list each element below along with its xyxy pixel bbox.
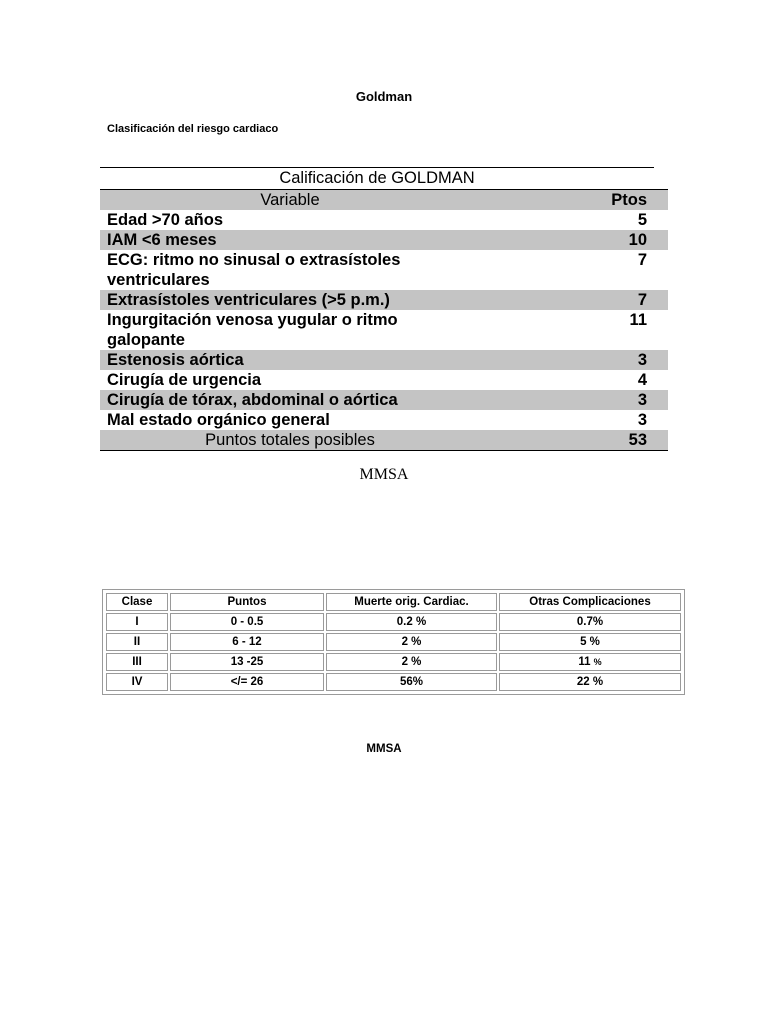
goldman-header-points: Ptos: [611, 191, 647, 209]
goldman-row-points: 3: [637, 411, 647, 429]
table-row: [106, 633, 681, 651]
goldman-total-points: 53: [628, 431, 647, 449]
clase-table-frame: [102, 589, 685, 695]
clase-cell: I: [106, 613, 168, 631]
clase-header-row: [106, 593, 681, 611]
puntos-cell: 6 - 12: [170, 633, 324, 651]
muerte-cell: 0.2 %: [326, 613, 497, 631]
table-row: [106, 673, 681, 691]
goldman-row-variable: Cirugía de urgencia: [107, 371, 262, 389]
goldman-table: [100, 167, 668, 451]
goldman-row: [100, 310, 668, 350]
clase-table: [104, 591, 683, 693]
goldman-row: [100, 210, 668, 230]
goldman-row-points: 11: [629, 311, 647, 329]
otras-unit: %: [593, 657, 602, 667]
goldman-row-variable: Extrasístoles ventriculares (>5 p.m.): [107, 291, 390, 309]
goldman-row: [100, 370, 668, 390]
table-row: [106, 613, 681, 631]
mmsa-caption-bold: MMSA: [366, 743, 402, 755]
goldman-row-points: 3: [637, 391, 647, 409]
goldman-row-variable: Mal estado orgánico general: [107, 411, 330, 429]
clase-header-cell: Puntos: [170, 593, 324, 611]
goldman-row-points: 4: [637, 371, 647, 389]
goldman-row-variable: Edad >70 años: [107, 211, 224, 229]
goldman-row-points: 5: [637, 211, 647, 229]
clase-cell: II: [106, 633, 168, 651]
goldman-row-points: 7: [637, 291, 647, 309]
goldman-total-label: Puntos totales posibles: [205, 431, 375, 449]
puntos-cell: 13 -25: [170, 653, 324, 671]
goldman-table-caption: Calificación de GOLDMAN: [100, 167, 654, 189]
document-subtitle: Clasificación del riesgo cardiaco: [107, 123, 279, 135]
goldman-row: [100, 290, 668, 310]
goldman-total-row: [100, 430, 668, 451]
puntos-cell: 0 - 0.5: [170, 613, 324, 631]
otras-value: 0.7%: [576, 616, 604, 628]
muerte-cell: 2 %: [326, 633, 497, 651]
otras-value: 11: [578, 656, 594, 668]
muerte-cell: 56%: [326, 673, 497, 691]
goldman-row: [100, 410, 668, 430]
puntos-cell: </= 26: [170, 673, 324, 691]
goldman-row: [100, 350, 668, 370]
table-row: [106, 653, 681, 671]
goldman-row-variable: Ingurgitación venosa yugular o ritmo galopante: [107, 311, 398, 349]
clase-cell: III: [106, 653, 168, 671]
clase-header-cell: Muerte orig. Cardiac.: [326, 593, 497, 611]
otras-cell: [499, 653, 681, 671]
clase-header-cell: Otras Complicaciones: [499, 593, 681, 611]
goldman-row: [100, 230, 668, 250]
otras-cell: [499, 673, 681, 691]
goldman-row: [100, 250, 668, 290]
otras-value: 22 %: [576, 676, 604, 688]
clase-cell: IV: [106, 673, 168, 691]
goldman-row-variable: Cirugía de tórax, abdominal o aórtica: [107, 391, 398, 409]
goldman-header-variable: Variable: [260, 191, 320, 209]
otras-cell: [499, 633, 681, 651]
document-title: Goldman: [355, 89, 413, 104]
goldman-row-variable: IAM <6 meses: [107, 231, 217, 249]
muerte-cell: 2 %: [326, 653, 497, 671]
goldman-row-points: 10: [628, 231, 647, 249]
otras-cell: [499, 613, 681, 631]
goldman-row-variable: Estenosis aórtica: [107, 351, 244, 369]
goldman-header-row: [100, 189, 668, 210]
otras-value: 5 %: [580, 636, 600, 648]
goldman-row-points: 3: [637, 351, 647, 369]
goldman-row-variable: ECG: ritmo no sinusal o extrasístoles ventriculares: [107, 251, 401, 289]
goldman-row: [100, 390, 668, 410]
mmsa-caption-serif: MMSA: [359, 466, 409, 483]
goldman-row-points: 7: [637, 251, 647, 269]
clase-header-cell: Clase: [106, 593, 168, 611]
